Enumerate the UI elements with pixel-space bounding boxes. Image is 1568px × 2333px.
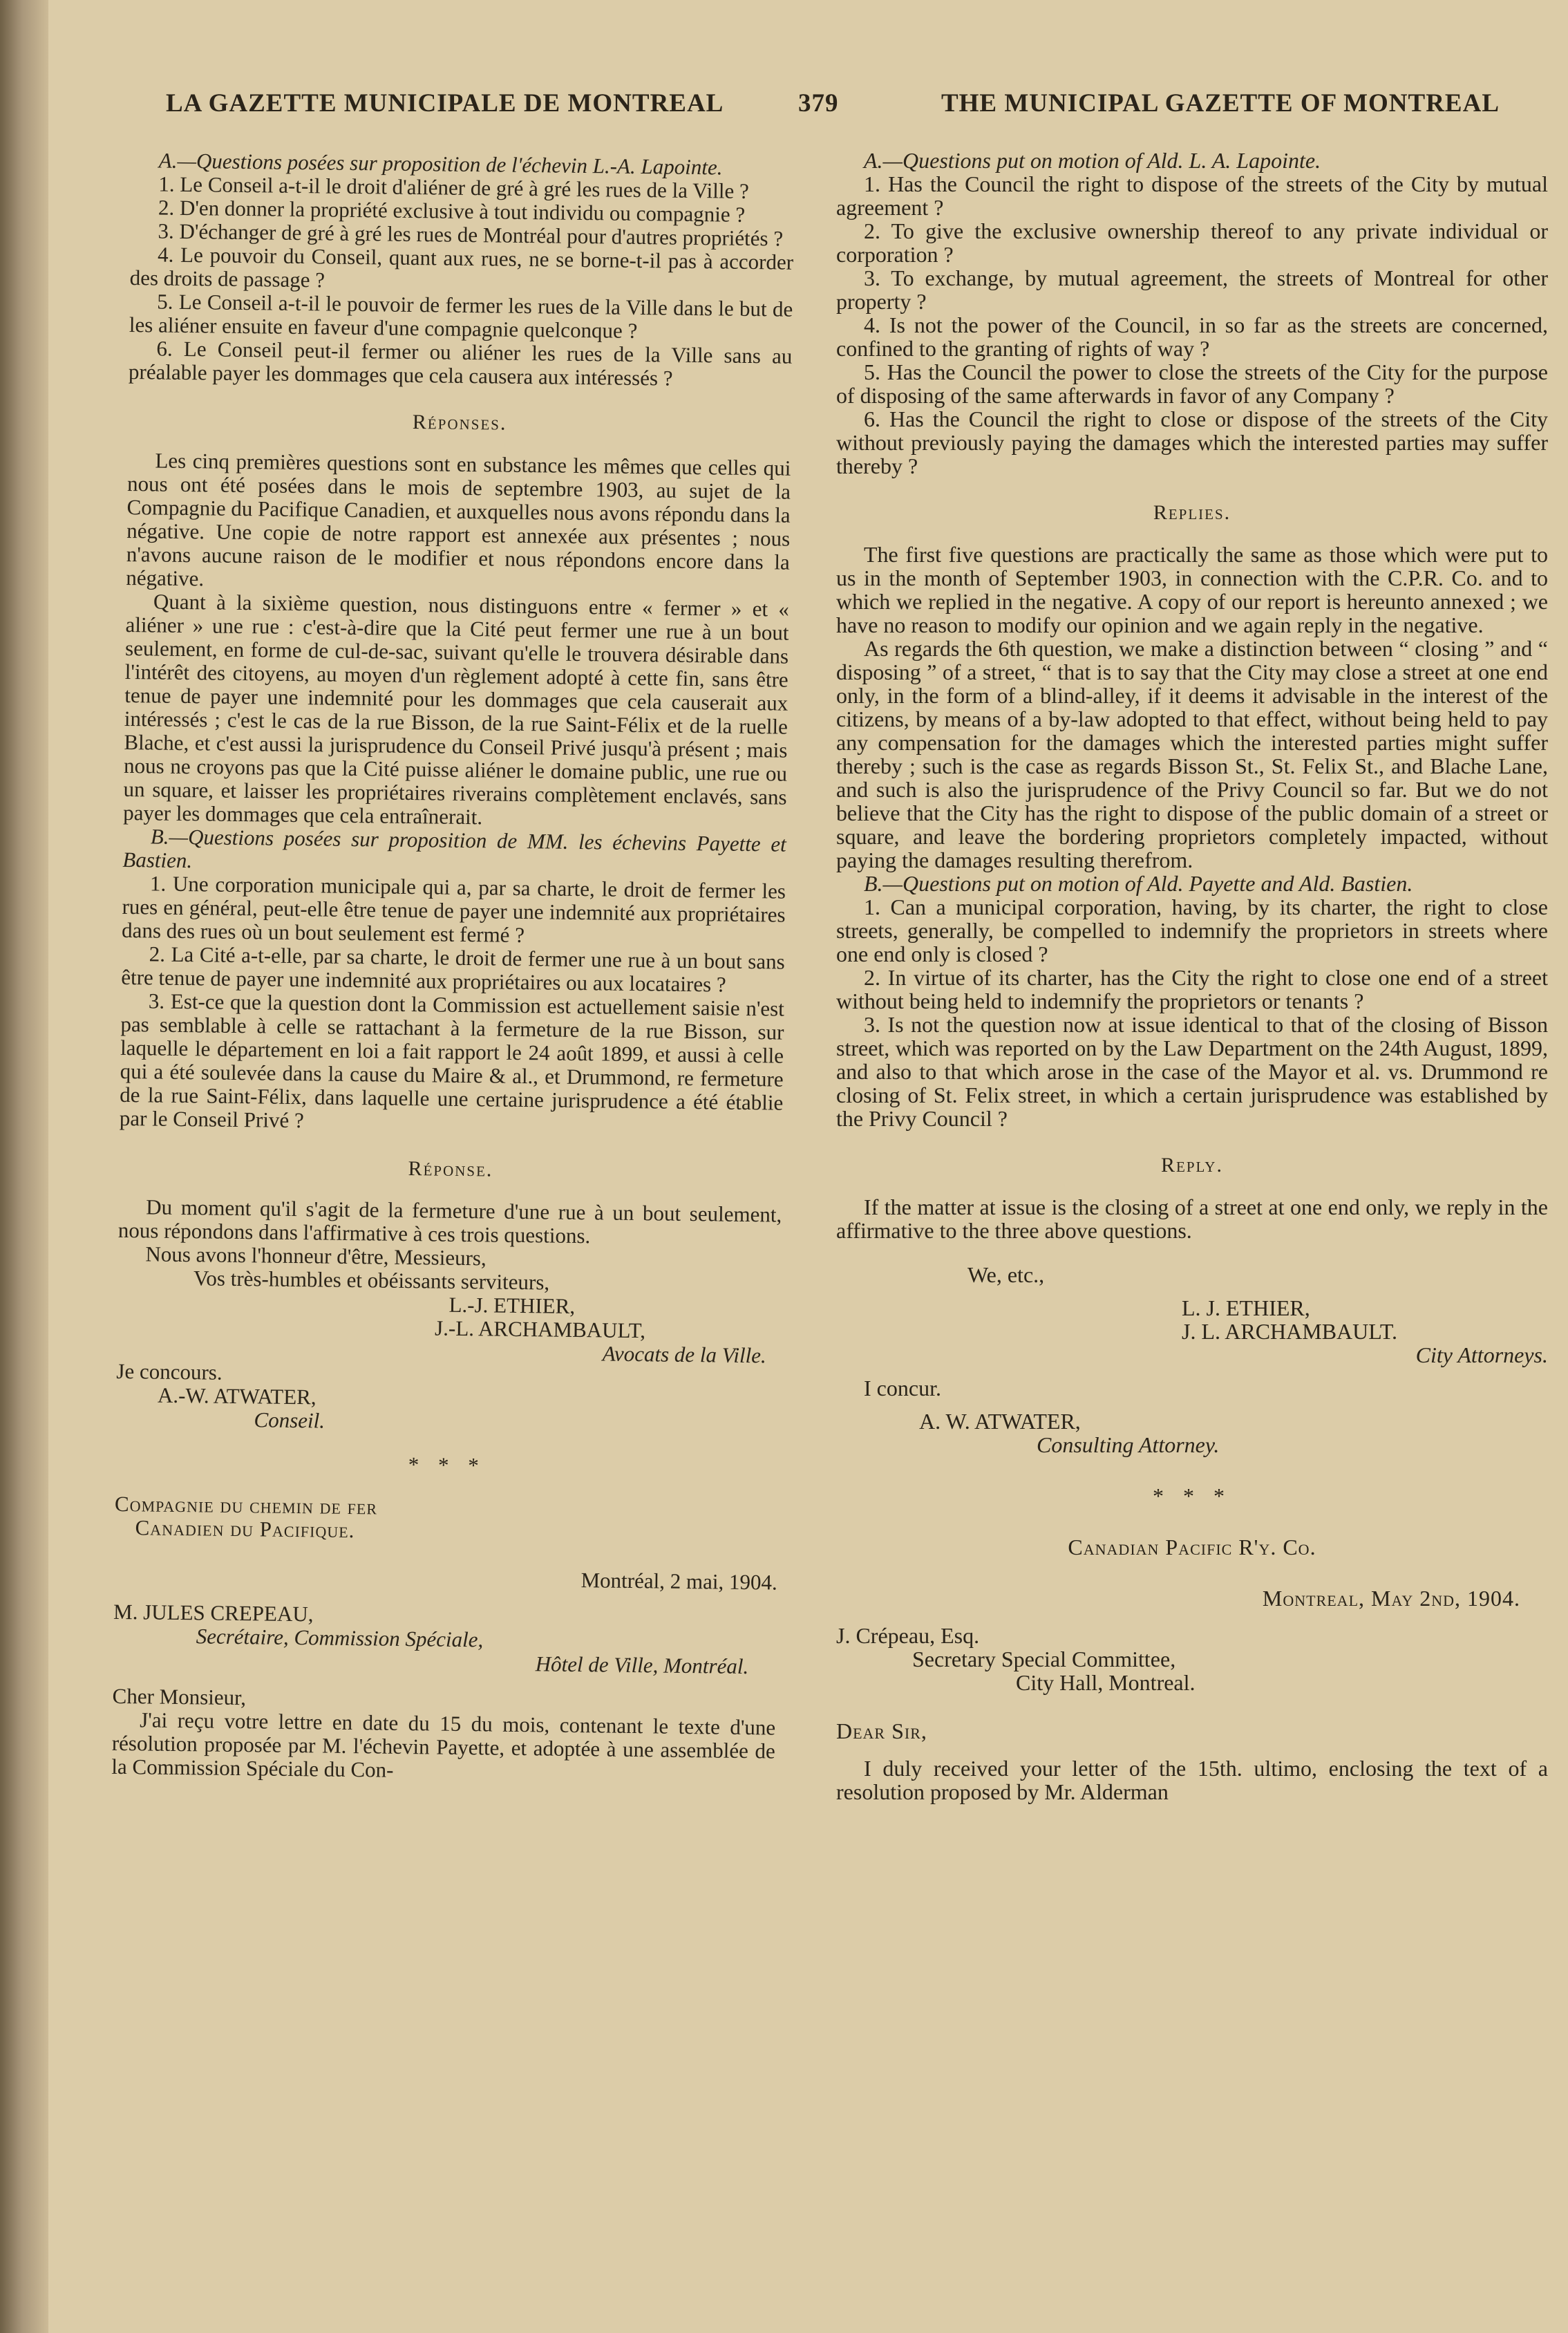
- fr-addressee-name: M. JULES CREPEAU,: [113, 1599, 314, 1627]
- fr-letter-date: Montréal, 2 mai, 1904.: [580, 1568, 777, 1595]
- fr-question-6: 6. Le Conseil peut-il fermer ou aliéner les rues de la Ville sans au préalable payer les dommages que cela causera aux intéressés ?: [128, 336, 793, 391]
- fr-section-b-title: B.—Questions posées sur proposition de MM. les échevins Payette et Bastien.: [122, 824, 786, 873]
- fr-b-question-1: 1. Une corporation municipale qui a, par sa charte, le droit de fermer les rues en général, peut-elle être tenue de payer une indemnité aux propriétaires dans des rues où un bout seulement est fermé ?: [121, 871, 786, 948]
- en-b-question-3: 3. Is not the question now at issue identical to that of the closing of Bisson street, which was reported on by the Law Department on the 24th August, 1899, and also to that which arose in the case of the Mayor et al. vs. Drummond re closing of St. Felix street, in which a certain jurisprudence was established by the Privy Council ?: [836, 1012, 1548, 1131]
- header-french-title: LA GAZETTE MUNICIPALE DE MONTREAL: [166, 89, 724, 118]
- en-question-4: 4. Is not the power of the Council, in so far as the streets are concerned, confined to the granting of rights of way ?: [836, 312, 1548, 361]
- en-reply-para-2: As regards the 6th question, we make a distinction between “ closing ” and “ disposing ” of a street, “ that is to say that the City may close a street at one end only, in the form of a blind-alley, if it deems it advisable in the interest of the citizens, by means of a by-law adopted to that effect, without being held to pay any compensation for the damages which the interested parties might suffer thereby ; such is the case as regards Bisson St., St. Felix St., and Blache Lane, and such is also the jurisprudence of the Privy Council so far. But we do not believe that the City has the right to dispose of the public domain of a street or square, and leave the bordering proprietors completely impacted, without paying the damages resulting therefrom.: [836, 636, 1548, 872]
- en-addressee-name: J. Crépeau, Esq.: [836, 1623, 980, 1648]
- en-section-b-title: B.—Questions put on motion of Ald. Payette and Ald. Bastien.: [864, 871, 1413, 896]
- en-b-question-2: 2. In virtue of its charter, has the City the right to close one end of a street without being held to indemnify the proprietors or tenants ?: [836, 965, 1548, 1013]
- en-letter-date: Montreal, May 2nd, 1904.: [1262, 1586, 1520, 1611]
- fr-reponse-b: Du moment qu'il s'agit de la fermeture d'une rue à un bout seulement, nous répondons dans l'affirmative à ces trois questions.: [117, 1194, 782, 1248]
- en-section-a-title: A.—Questions put on motion of Ald. L. A. Lapointe.: [864, 148, 1321, 173]
- en-reply-para-1: The first five questions are practically the same as those which were put to us in the month of September 1903, in connection with the C.P.R. Co. and to which we replied in the negative. A copy of our report is hereunto annexed ; we have no reason to modify our opinion and we again reply in the negative.: [836, 542, 1548, 637]
- page-number: 379: [798, 89, 839, 118]
- en-concur: I concur.: [864, 1376, 941, 1400]
- fr-atwater: A.-W. ATWATER,: [157, 1383, 317, 1409]
- page-header: [166, 88, 1500, 130]
- french-column: [111, 149, 795, 1787]
- en-company: Canadian Pacific R'y. Co.: [1068, 1535, 1316, 1559]
- fr-b-question-2: 2. La Cité a-t-elle, par sa charte, le droit de fermer une rue à un bout sans être tenue de payer une indemnité aux propriétaires ou aux locataires ?: [121, 941, 785, 997]
- fr-honneur: Nous avons l'honneur d'être, Messieurs,: [145, 1242, 487, 1271]
- en-question-2: 2. To give the exclusive ownership thereof to any private individual or corporation ?: [836, 218, 1548, 267]
- en-atwater: A. W. ATWATER,: [919, 1409, 1081, 1434]
- gazette-page: [48, 0, 1568, 2333]
- fr-question-3: 3. D'échanger de gré à gré les rues de Montréal pour d'autres propriétés ?: [158, 218, 784, 251]
- en-question-6: 6. Has the Council the right to close or dispose of the streets of the City without previously paying the damages which the interested parties may suffer thereby ?: [836, 406, 1548, 478]
- fr-company-line-2: Canadien du Pacifique.: [135, 1515, 355, 1543]
- fr-signature-role: Avocats de la Ville.: [602, 1341, 766, 1368]
- en-salutation: Dear Sir,: [836, 1718, 927, 1743]
- fr-separator-stars: * * *: [408, 1452, 486, 1478]
- fr-reponses-heading: Réponses.: [412, 411, 507, 435]
- en-signature-ethier: L. J. ETHIER,: [1182, 1295, 1310, 1320]
- fr-question-4: 4. Le pouvoir du Conseil, quant aux rues, ne se borne-t-il pas à accorder des droits de passage ?: [129, 242, 794, 292]
- en-signature-archambault: J. L. ARCHAMBAULT.: [1182, 1319, 1398, 1344]
- en-addressee-title: Secretary Special Committee,: [912, 1647, 1176, 1671]
- en-reply-b: If the matter at issue is the closing of a street at one end only, we reply in the affirmative to the three above questions.: [836, 1194, 1548, 1243]
- en-b-question-1: 1. Can a municipal corporation, having, by its charter, the right to close streets, generally, be compelled to indemnify the proprietors in streets where one end only is closed ?: [836, 894, 1548, 966]
- header-english-title: THE MUNICIPAL GAZETTE OF MONTREAL: [941, 89, 1500, 118]
- fr-reponse-para-2: Quant à la sixième question, nous distinguons entre « fermer » et « aliéner » une rue : c'est-à-dire que la Cité peut fermer une rue à un bout seulement, en forme de cul-de-sac, suivant qu'elle le trouvera désirable dans l'intérêt des citoyens, au moyen d'un règlement adopté à cette fin, sans être tenue de payer une indemnité pour les dommages que cela causerait aux intéressés ; c'est le cas de la rue Bisson, de la rue Saint-Félix et de la ruelle Blache, et c'est aussi la jurisprudence du Conseil Privé jusqu'à présent ; mais nous ne croyons pas que la Cité puisse aliéner le domaine public, une rue ou un square, et laisser les propriétaires riverains complètement enclavés, sans payer les dommages que cela entraînerait.: [123, 589, 790, 830]
- fr-addressee-title: Secrétaire, Commission Spéciale,: [196, 1624, 484, 1652]
- en-replies-heading: Replies.: [1153, 501, 1231, 524]
- fr-company-line-1: Compagnie du chemin de fer: [114, 1491, 378, 1519]
- fr-b-question-3: 3. Est-ce que la question dont la Commission est actuellement saisie n'est pas semblable à celle se rattachant à la fermeture de la rue Bisson, sur laquelle le département en loi a fait rapport le 24 août 1899, et aussi à celle qui a été soulevée dans la cause du Maire & al., et Drummond, re fermeture de la rue Saint-Félix, dans laquelle une certaine jurisprudence a été établie par le Conseil Privé ?: [119, 989, 785, 1133]
- fr-signature-ethier: L.-J. ETHIER,: [448, 1292, 576, 1318]
- en-question-5: 5. Has the Council the power to close the streets of the City for the purpose of disposing of the same afterwards in favor of any Company ?: [836, 359, 1548, 408]
- en-letter-body: I duly received your letter of the 15th. ultimo, enclosing the text of a resolution proposed by Mr. Alderman: [836, 1756, 1548, 1804]
- fr-question-1: 1. Le Conseil a-t-il le droit d'aliéner de gré à gré les rues de la Ville ?: [158, 171, 749, 203]
- en-signature-role: City Attorneys.: [1415, 1342, 1548, 1367]
- fr-section-a-title: A.—Questions posées sur proposition de l'échevin L.-A. Lapointe.: [158, 148, 723, 180]
- fr-letter-body: J'ai reçu votre lettre en date du 15 du mois, contenant le texte d'une résolution proposée par M. l'échevin Payette, et adoptée à une assemblée de la Commission Spéciale du Con-: [111, 1707, 776, 1782]
- fr-reponse-heading: Réponse.: [408, 1157, 493, 1181]
- en-question-3: 3. To exchange, by mutual agreement, the streets of Montreal for other property ?: [836, 265, 1548, 314]
- fr-reponse-para-1: Les cinq premières questions sont en substance les mêmes que celles qui nous ont été posées dans le mois de septembre 1903, au sujet de la Compagnie du Pacifique Canadien, et auxquelles nous avons répondu dans la négative. Une copie de notre rapport est annexée aux présentes ; nous n'avons aucune raison de le modifier et nous répondons encore dans la négative.: [126, 448, 791, 591]
- en-separator-stars: * * *: [1153, 1483, 1231, 1508]
- en-reply-heading: Reply.: [1161, 1154, 1223, 1177]
- fr-serviteurs: Vos très-humbles et obéissants serviteurs,: [193, 1266, 550, 1295]
- fr-concours: Je concours.: [116, 1358, 223, 1385]
- book-gutter: [0, 0, 48, 2333]
- en-addressee-place: City Hall, Montreal.: [1016, 1670, 1196, 1695]
- fr-addressee-place: Hôtel de Ville, Montréal.: [535, 1651, 749, 1679]
- fr-conseil: Conseil.: [254, 1407, 325, 1433]
- fr-signature-archambault: J.-L. ARCHAMBAULT,: [434, 1315, 646, 1343]
- en-question-1: 1. Has the Council the right to dispose of the streets of the City by mutual agreement ?: [836, 171, 1548, 220]
- english-column: [836, 149, 1548, 1803]
- fr-salutation: Cher Monsieur,: [112, 1683, 247, 1710]
- en-we-etc: We, etc.,: [967, 1262, 1045, 1287]
- fr-question-2: 2. D'en donner la propriété exclusive à tout individu ou compagnie ?: [158, 195, 746, 227]
- fr-question-5: 5. Le Conseil a-t-il le pouvoir de fermer les rues de la Ville dans le but de les aliéner ensuite en faveur d'une compagnie quelconque ?: [129, 289, 793, 343]
- en-consulting: Consulting Attorney.: [1037, 1432, 1220, 1457]
